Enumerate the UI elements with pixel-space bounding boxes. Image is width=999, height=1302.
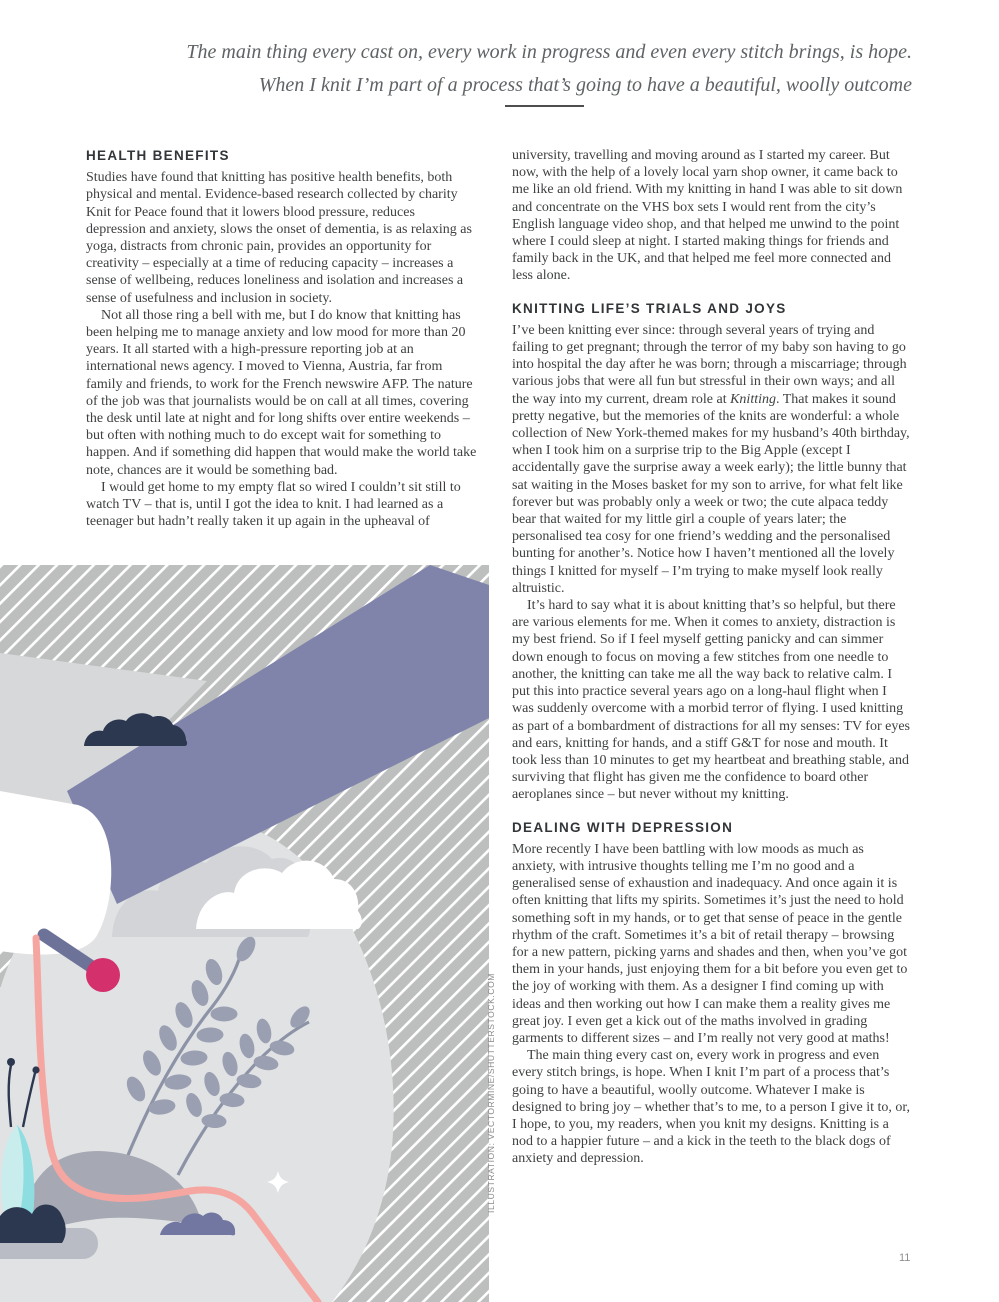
body-paragraph — [512, 322, 910, 597]
body-paragraph: It’s hard to say what it is about knitting that’s so helpful, but there are various elements for me. When it comes to anxiety, distraction is my best friend. So if I feel myself getting panicky and can simmer down enough to focus on moving a few stitches from one needle to another, the knitting can take me all the way back to relative calm. I put this into practice several years ago on a long-haul flight when I was suddenly overcome with a morbid terror of flying. I used knitting as part of a bombardment of distractions for all my senses: TV for eyes and ears, knitting for hands, and a stiff G&T for nose and mouth. It took less than 10 minutes to get my heartbeat and breathing stable, and surviving that flight has given me the confidence to board other aeroplanes since – but never without my knitting. — [512, 598, 910, 803]
body-paragraph: More recently I have been battling with low moods as much as anxiety, with intrusive thoughts telling me I’m no good and a generalised sense of exhaustion and inadequacy. And once again it is often knitting that lifts my spirits. Sometimes it’s just the need to hold something soft in my hands, or to get that sense of peace in the gentle rhythm of the craft. Sometimes it’s a bit of retail therapy – browsing for a new pattern, picking yarns and shades and then, when you’ve got them in your hands, just enjoying them for a bit before you even get to the joy of working with them. As a designer I find coming up with ideas and then working out how I can make them a reality gives me great joy. I even get a kick out of the maths involved in grading garments to different sizes – and I’m really not very good at maths! — [512, 841, 908, 1046]
right-column — [512, 147, 910, 1168]
illustration — [0, 565, 489, 1302]
pull-quote-line-2: When I knit I’m part of a process that’s going to have a beautiful, woolly outcome — [258, 74, 912, 96]
section-heading-health-benefits: HEALTH BENEFITS — [86, 148, 230, 163]
page-number: 11 — [899, 1252, 911, 1264]
pull-quote-line-1: The main thing every cast on, every work in progress and even every stitch brings, is hope. — [186, 41, 912, 63]
body-paragraph: The main thing every cast on, every work in progress and even every stitch brings, is hope. When I knit I’m part of a process that’s going to have a beautiful, woolly outcome. Whatever I make is designed to bring joy – whether that’s to me, to a person I give it to, or, I hope, to you, my readers, when you knit my designs. Knitting is a nod to a happier future – and a kick in the teeth to the black dogs of anxiety and depression. — [512, 1048, 910, 1167]
body-paragraph: Studies have found that knitting has positive health benefits, both physical and mental. Evidence-based research collected by charity Knit for Peace found that it lowers blood pressure, reduces depression and anxiety, slows the onset of dementia, is as relaxing as yoga, distracts from chronic pain, provides an opportunity for creativity – especially at a time of reducing capacity – increases a sense of wellbeing, reduces loneliness and isolation and increases a sense of usefulness and inclusion in society. — [86, 170, 472, 306]
section-heading-knitting-lifes-trials: KNITTING LIFE’S TRIALS AND JOYS — [512, 300, 787, 316]
illustration-credit: ILLUSTRATION: VECTORMINE/SHUTTERSTOCK.COM — [486, 973, 496, 1213]
quote-divider-rule — [505, 105, 584, 107]
paragraph-segment: I’ve been knitting ever since: through several years of trying and failing to get pregnant; through the terror of my baby son having to go into hospital the day after he was born; through a miscarriage; through various jobs that were all fun but stressful in their own ways; and all the way into my current, dream role at — [512, 322, 907, 407]
body-paragraph: university, travelling and moving around as I started my career. But now, with the help of a lovely local yarn shop owner, it came back to me like an old friend. With my knitting in hand I was able to sit down and concentrate on the VHS box sets I would rent from the city’s English language video shop, and that helped me unwind to the point where I could sleep at night. I started making things for friends and family back in the UK, and that helped me feel more connected and less alone. — [512, 148, 903, 284]
left-column — [86, 147, 478, 530]
white-blob — [0, 791, 111, 954]
pull-quote — [186, 36, 912, 102]
body-paragraph: Not all those ring a bell with me, but I do know that knitting has been helping me to manage anxiety and low mood for more than 20 years. It all started with a high-pressure reporting job at an international news agency. I moved to Vienna, Austria, far from family and friends, to work for the French newswire AFP. The nature of the job was that journalists would be on call at all times, covering the desk until late at night and for long shifts over entire weekends – but often with nothing much to do except wait for something to happen. And if something did happen that would make the world take note, chances are it would be something bad. — [86, 307, 477, 478]
needle-ball — [86, 958, 120, 992]
section-heading-dealing-with-depression: DEALING WITH DEPRESSION — [512, 819, 734, 835]
paragraph-segment: . That makes it sound pretty negative, but the memories of the knits are wonderful: a whole collection of New York-themed makes for my husband’s 40th birthday, when I took him on a surprise trip to the Big Apple (except I accidentally gave the surprise away a week early); the little bunny that sat waiting in the Moses basket for my son to arrive, for what felt like forever but was probably only a week or two; the cute alpaca teddy bear that waited for my little girl a couple of years later; the personalised tea cosy for one friend’s wedding and the personalised bunting for another’s. Notice how I haven’t mentioned all the lovely things I knitted for myself – I’m trying to make myself look really altruistic. — [512, 391, 910, 596]
body-paragraph: I would get home to my empty flat so wired I couldn’t sit still to watch TV – that is, until I got the idea to knit. I had learned as a teenager but hadn’t really taken it up again in the upheaval of — [86, 479, 461, 530]
magazine-title-italic: Knitting — [730, 391, 776, 407]
